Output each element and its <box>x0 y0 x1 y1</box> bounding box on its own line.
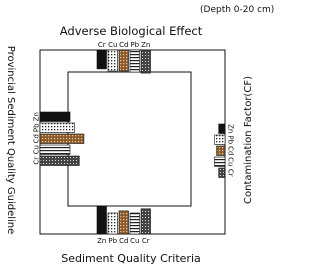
tick-label-bottom: Pb <box>108 237 118 245</box>
bar-bottom-cu <box>130 213 140 234</box>
tick-label-right: Pb <box>226 135 235 145</box>
bar-bottom-zn <box>97 207 107 234</box>
bar-right-zn <box>219 124 225 134</box>
tick-label-top: Zn <box>141 41 151 49</box>
bar-left-cd <box>40 134 84 144</box>
tick-label-top: Cr <box>97 41 106 49</box>
tick-label-bottom: Cu <box>130 237 140 245</box>
bar-right-pb <box>215 135 226 145</box>
bar-left-pb <box>40 123 75 133</box>
tick-label-right: Zn <box>226 124 235 134</box>
bar-top-zn <box>141 50 151 73</box>
bar-bottom-pb <box>108 213 118 234</box>
tick-label-bottom: Cd <box>119 237 129 245</box>
tick-label-top: Pb <box>130 41 140 49</box>
tick-label-bottom: Cr <box>141 237 150 245</box>
tick-label-left: Zn <box>32 112 41 122</box>
title-top: Adverse Biological Effect <box>59 24 203 38</box>
chart-marks <box>33 41 235 245</box>
bar-left-cr <box>40 156 79 166</box>
depth-note: (Depth 0-20 cm) <box>200 5 275 15</box>
title-right: Contamination Factor(CF) <box>243 76 254 204</box>
tick-label-left: Cr <box>32 156 41 165</box>
inner-frame <box>68 72 191 206</box>
bar-bottom-cd <box>119 211 129 234</box>
tick-label-left: Cu <box>32 145 41 155</box>
tick-label-left: Pb <box>32 123 41 133</box>
bar-top-cr <box>97 50 107 69</box>
bar-right-cr <box>219 168 225 178</box>
title-left: Provincial Sediment Quality Guideline <box>5 45 16 235</box>
bar-bottom-cr <box>141 209 151 234</box>
bar-left-cu <box>40 145 70 155</box>
tick-label-left: Cd <box>32 134 41 144</box>
bar-top-cu <box>108 50 118 71</box>
bar-top-cd <box>119 50 129 71</box>
tick-label-top: Cd <box>119 41 129 49</box>
tick-label-top: Cu <box>108 41 118 49</box>
bar-top-pb <box>130 50 140 72</box>
bar-left-zn <box>40 112 70 122</box>
bar-right-cd <box>217 146 225 156</box>
tick-label-right: Cr <box>226 168 235 177</box>
bar-right-cu <box>215 157 226 167</box>
title-bottom: Sediment Quality Criteria <box>61 252 201 265</box>
tick-label-bottom: Zn <box>97 237 107 245</box>
tick-label-right: Cu <box>226 157 235 167</box>
tick-label-right: Cd <box>226 146 235 156</box>
